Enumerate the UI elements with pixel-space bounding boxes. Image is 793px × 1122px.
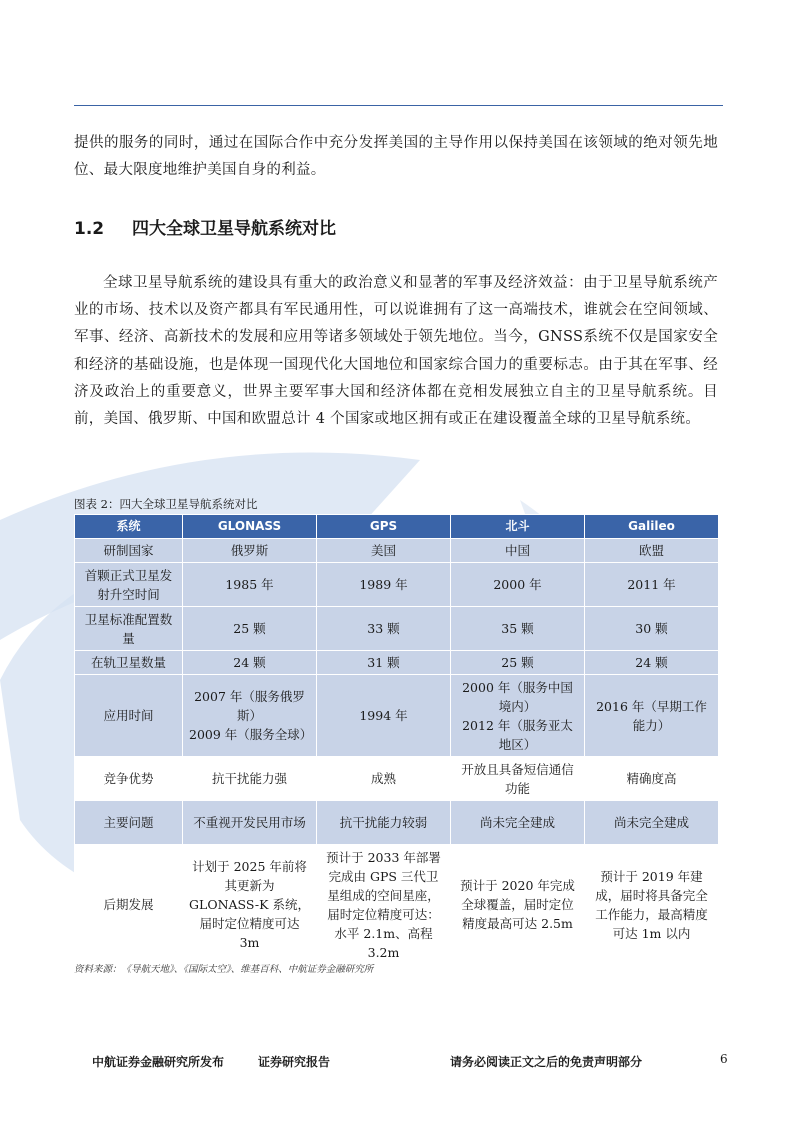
table-cell: 在轨卫星数量 bbox=[75, 651, 183, 675]
table-cell: 25 颗 bbox=[183, 607, 317, 651]
table-caption: 图表 2：四大全球卫星导航系统对比 bbox=[74, 497, 258, 511]
table-cell: 后期发展 bbox=[75, 845, 183, 965]
header-cell: Galileo bbox=[585, 515, 719, 539]
intro-paragraph: 提供的服务的同时，通过在国际合作中充分发挥美国的主导作用以保持美国在该领域的绝对领先地位、最大限度地维护美国自身的利益。 bbox=[74, 135, 718, 179]
table-header-row bbox=[75, 515, 719, 539]
table-cell: 主要问题 bbox=[75, 801, 183, 845]
table-cell: 2007 年（服务俄罗斯） 2009 年（服务全球） bbox=[183, 675, 317, 757]
table-row bbox=[75, 607, 719, 651]
table-cell: 预计于 2020 年完成全球覆盖，届时定位精度最高可达 2.5m bbox=[451, 845, 585, 965]
table-cell: 尚未完全建成 bbox=[451, 801, 585, 845]
table-cell: 成熟 bbox=[317, 757, 451, 801]
table-cell: 1994 年 bbox=[317, 675, 451, 757]
table-row bbox=[75, 845, 719, 965]
table-cell: 研制国家 bbox=[75, 539, 183, 563]
table-cell: 30 颗 bbox=[585, 607, 719, 651]
footer-publisher: 中航证券金融研究所发布 bbox=[92, 1055, 225, 1069]
comparison-table bbox=[74, 514, 719, 965]
table-row bbox=[75, 757, 719, 801]
table-cell: 2016 年（早期工作能力） bbox=[585, 675, 719, 757]
table-cell: 33 颗 bbox=[317, 607, 451, 651]
table-cell: 竞争优势 bbox=[75, 757, 183, 801]
table-source: 资料来源：《导航天地》、《国际太空》、维基百科、中航证券金融研究所 bbox=[74, 964, 374, 975]
table-cell: 不重视开发民用市场 bbox=[183, 801, 317, 845]
table-cell: 开放且具备短信通信功能 bbox=[451, 757, 585, 801]
table-cell: 中国 bbox=[451, 539, 585, 563]
table-cell: 预计于 2019 年建成，届时将具备完全工作能力，最高精度可达 1m 以内 bbox=[585, 845, 719, 965]
table-row bbox=[75, 651, 719, 675]
table-cell: 抗干扰能力较弱 bbox=[317, 801, 451, 845]
footer-report-type: 证券研究报告 bbox=[258, 1055, 331, 1069]
table-cell: 精确度高 bbox=[585, 757, 719, 801]
section-heading bbox=[74, 214, 336, 239]
table-cell: 尚未完全建成 bbox=[585, 801, 719, 845]
table-cell: 2011 年 bbox=[585, 563, 719, 607]
page-number: 6 bbox=[720, 1052, 728, 1066]
table-row bbox=[75, 801, 719, 845]
table-cell: 24 颗 bbox=[585, 651, 719, 675]
table-cell: 卫星标准配置数量 bbox=[75, 607, 183, 651]
table-cell: 应用时间 bbox=[75, 675, 183, 757]
table-cell: 35 颗 bbox=[451, 607, 585, 651]
body-paragraph: 全球卫星导航系统的建设具有重大的政治意义和显著的军事及经济效益：由于卫星导航系统产业的市场、技术以及资产都具有军民通用性，可以说谁拥有了这一高端技术，谁就会在空间领域、军事、经济、高新技术的发展和应用等诸多领域处于领先地位。当今，GNSS系统不仅是国家安全和经济的基础设施，也是体现一国现代化大国地位和国家综合国力的重要标志。由于其在军事、经济及政治上的重要意义，世界主要军事大国和经济体都在竞相发展独立自主的卫星导航系统。目前，美国、俄罗斯、中国和欧盟总计 4 个国家或地区拥有或正在建设覆盖全球的卫星导航系统。 bbox=[74, 275, 718, 428]
header-rule bbox=[74, 105, 723, 106]
table-row bbox=[75, 675, 719, 757]
table-cell: 25 颗 bbox=[451, 651, 585, 675]
header-cell: GLONASS bbox=[183, 515, 317, 539]
table-cell: 1985 年 bbox=[183, 563, 317, 607]
header-cell: 北斗 bbox=[451, 515, 585, 539]
section-number: 1.2 bbox=[74, 219, 105, 239]
table-cell: 2000 年 bbox=[451, 563, 585, 607]
section-title: 四大全球卫星导航系统对比 bbox=[132, 219, 336, 239]
header-cell: GPS bbox=[317, 515, 451, 539]
table-cell: 计划于 2025 年前将其更新为 GLONASS-K 系统，届时定位精度可达 3m bbox=[183, 845, 317, 965]
table-cell: 24 颗 bbox=[183, 651, 317, 675]
table-cell: 首颗正式卫星发射升空时间 bbox=[75, 563, 183, 607]
table-cell: 2000 年（服务中国境内） 2012 年（服务亚太地区） bbox=[451, 675, 585, 757]
table-cell: 1989 年 bbox=[317, 563, 451, 607]
table-row bbox=[75, 539, 719, 563]
table-cell: 欧盟 bbox=[585, 539, 719, 563]
header-cell: 系统 bbox=[75, 515, 183, 539]
table-cell: 31 颗 bbox=[317, 651, 451, 675]
table-cell: 抗干扰能力强 bbox=[183, 757, 317, 801]
table-cell: 美国 bbox=[317, 539, 451, 563]
table-row bbox=[75, 563, 719, 607]
table-cell: 俄罗斯 bbox=[183, 539, 317, 563]
footer-disclaimer: 请务必阅读正文之后的免责声明部分 bbox=[450, 1055, 643, 1069]
table-cell: 预计于 2033 年部署完成由 GPS 三代卫星组成的空间星座，届时定位精度可达：水平 2.1m、高程 3.2m bbox=[317, 845, 451, 965]
